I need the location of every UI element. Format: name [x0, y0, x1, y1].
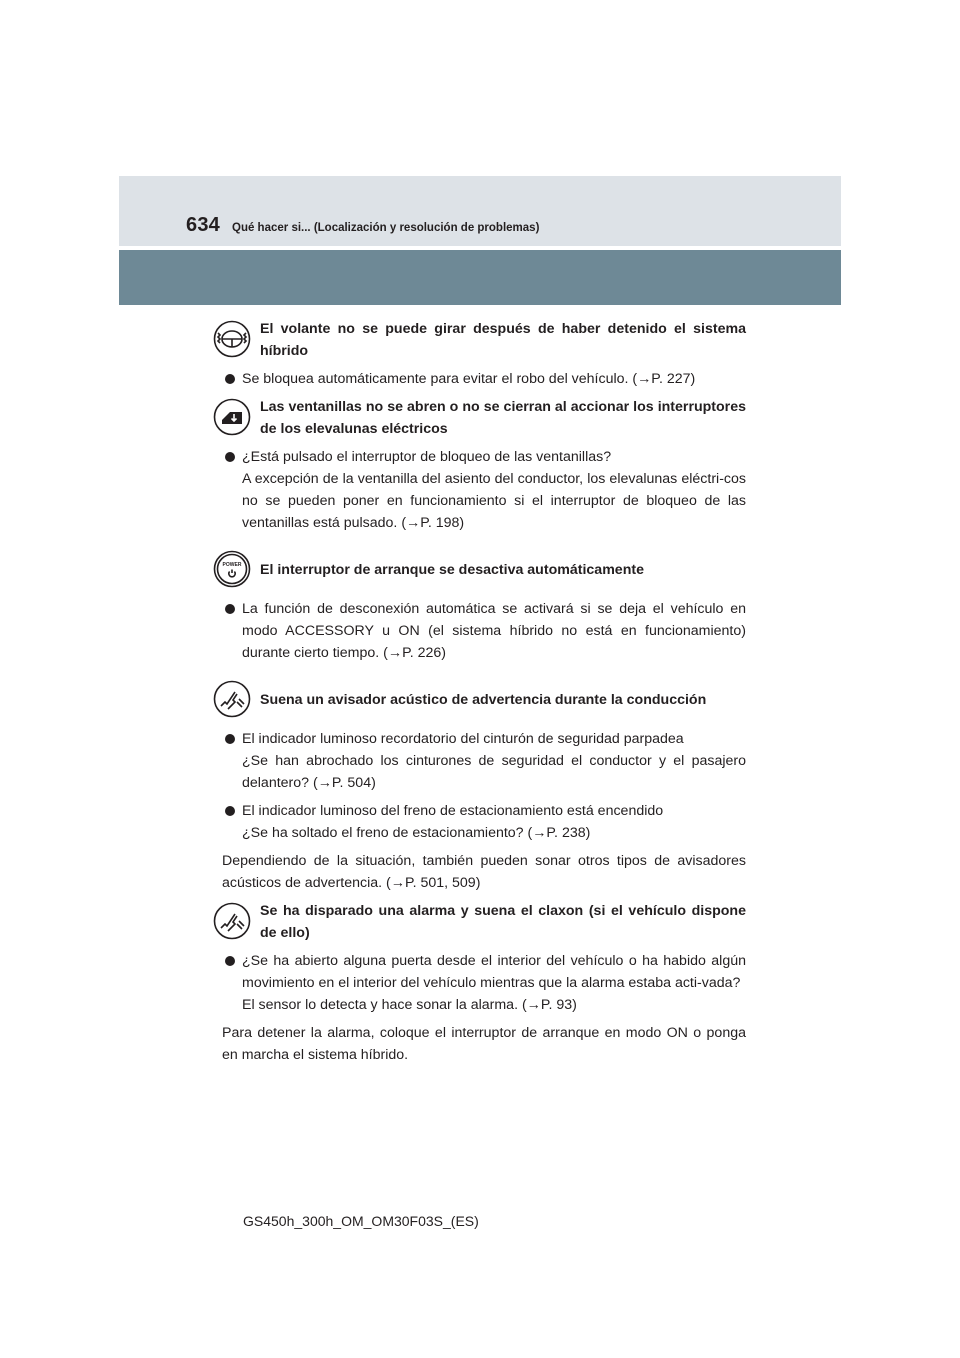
bullet-text: ¿Se ha soltado el freno de estacionamiento? (→P. 238): [242, 825, 591, 841]
header-bar: [119, 176, 841, 246]
warning-buzzer-icon: [213, 680, 251, 718]
footer-code: GS450h_300h_OM_OM30F03S_(ES): [243, 1213, 479, 1229]
bullet-text: A excepción de la ventanilla del asiento del conductor, los elevalunas eléctri-cos no se pueden poner en funcionamiento si el interruptor de bloqueo de las ventanillas está pulsado. (→P. 198): [242, 471, 746, 531]
section-heading-text: El interruptor de arranque se desactiva automáticamente: [260, 562, 644, 578]
bullet-text: El indicador luminoso recordatorio del cinturón de seguridad parpadea: [242, 731, 684, 747]
bullet-text: ¿Se han abrochado los cinturones de seguridad el conductor y el pasajero delantero? (→P. 504): [242, 753, 746, 791]
bullet-text: La función de desconexión automática se activará si se deja el vehículo en modo ACCESSORY u ON (el sistema híbrido no está en funcionamiento) durante cierto tiempo. (→P. 226): [242, 601, 746, 661]
bullet-text: El indicador luminoso del freno de estacionamiento está encendido: [242, 803, 664, 819]
window-icon: [213, 398, 251, 436]
section-heading-buzzer: [222, 678, 746, 722]
bullet-item: [222, 800, 746, 844]
section-heading-text: Se ha disparado una alarma y suena el claxon (si el vehículo dispone de ello): [260, 903, 746, 941]
bullet-text: ¿Se ha abierto alguna puerta desde el interior del vehículo o ha habido algún movimiento en el interior del vehículo mientras que la alarma estaba acti-vada?: [242, 953, 746, 991]
power-button-icon: [213, 550, 251, 588]
paragraph: Dependiendo de la situación, también pueden sonar otros tipos de avisadores acústicos de advertencia. (→P. 501, 509): [222, 853, 746, 891]
section-heading-steering: [222, 318, 746, 362]
bullet-text: El sensor lo detecta y hace sonar la alarma. (→P. 93): [242, 997, 577, 1013]
alarm-icon: [213, 902, 251, 940]
bullet-item: [222, 446, 746, 534]
page-content: [222, 318, 746, 1072]
section-heading-windows: [222, 396, 746, 440]
bullet-item: [222, 368, 746, 390]
section-heading-power: [222, 548, 746, 592]
steering-lock-icon: [213, 320, 251, 358]
bullet-item: [222, 598, 746, 664]
section-heading-text: Suena un avisador acústico de advertencia durante la conducción: [260, 692, 707, 708]
bullet-item: [222, 950, 746, 1016]
section-heading-text: Las ventanillas no se abren o no se cierran al accionar los interruptores de los elevalunas eléctricos: [260, 399, 746, 437]
header-band: [119, 250, 841, 305]
power-button-label: POWER: [222, 562, 242, 568]
bullet-text: ¿Está pulsado el interruptor de bloqueo de las ventanillas?: [242, 449, 612, 465]
section-heading-text: El volante no se puede girar después de haber detenido el sistema híbrido: [260, 321, 746, 359]
bullet-text: Se bloquea automáticamente para evitar el robo del vehículo. (→P. 227): [242, 371, 696, 387]
chapter-title: Qué hacer si... (Localización y resolución de problemas): [232, 222, 540, 234]
bullet-item: [222, 728, 746, 794]
paragraph: Para detener la alarma, coloque el interruptor de arranque en modo ON o ponga en marcha el sistema híbrido.: [222, 1025, 746, 1063]
section-heading-alarm: [222, 900, 746, 944]
page-number: 634: [186, 214, 220, 236]
